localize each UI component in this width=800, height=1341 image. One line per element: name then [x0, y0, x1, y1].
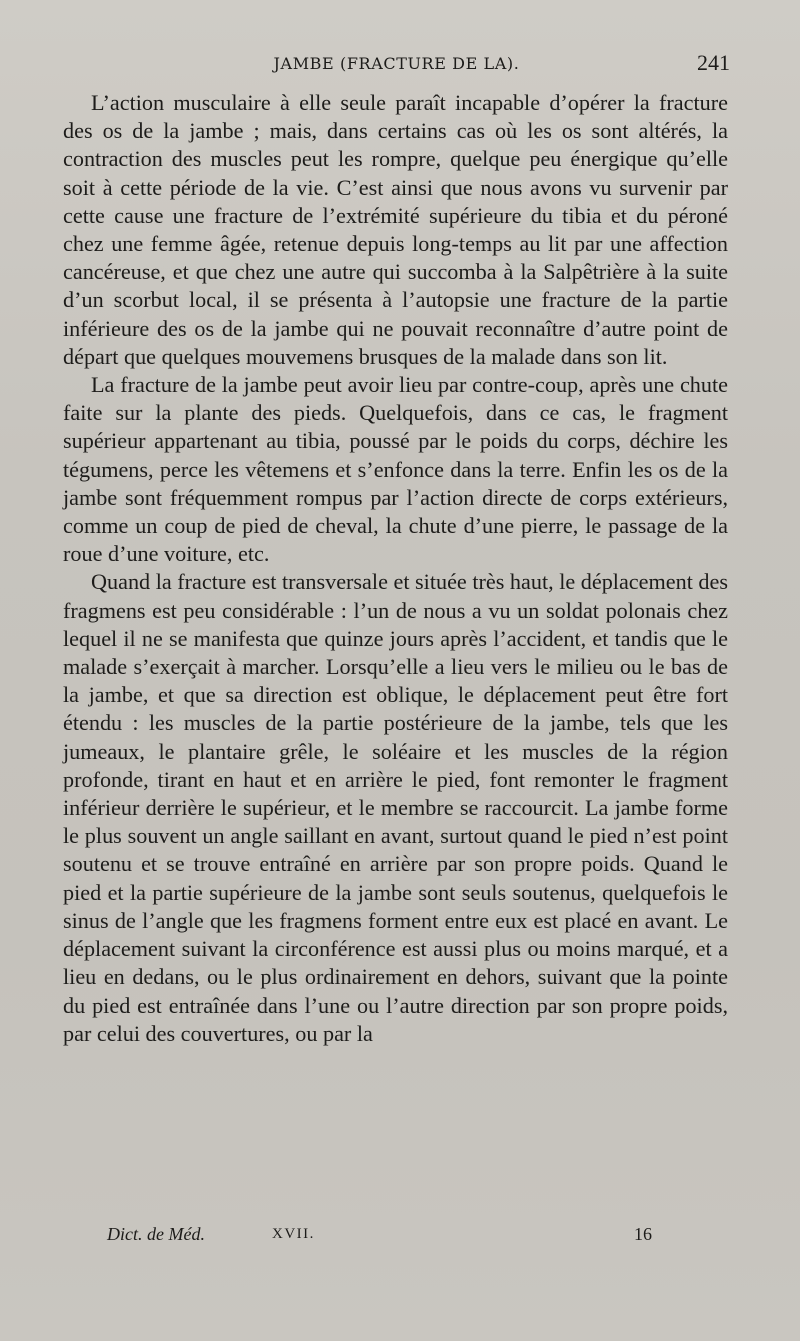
- footer-signature: 16: [634, 1224, 652, 1244]
- footer-volume: XVII.: [272, 1226, 315, 1242]
- paragraph: L’action musculaire à elle seule paraît incapable d’opérer la fracture des os de la jambe ; mais, dans certains cas où les os sont altérés, la contraction des muscles peut les rompre, quelque peu énergique qu’elle soit à cette période de la vie. C’est ainsi que nous avons vu survenir par cette cause une fracture de l’extrémité supérieure du tibia et du péroné chez une femme âgée, retenue depuis long-temps au lit par une affection cancéreuse, et que chez une autre qui succomba à la Salpêtrière à la suite d’un scorbut local, il se présenta à l’autopsie une fracture de la partie inférieure des os de la jambe qui ne pouvait reconnaître d’autre point de départ que quelques mouvemens brusques de la malade dans son lit.: [63, 90, 728, 369]
- page-footer: [63, 1224, 730, 1254]
- paragraph: La fracture de la jambe peut avoir lieu par contre-coup, après une chute faite sur la plante des pieds. Quelquefois, dans ce cas, le fragment supérieur appartenant au tibia, poussé par le poids du corps, déchire les tégumens, perce les vêtemens et s’enfonce dans la terre. Enfin les os de la jambe sont fréquemment rompus par l’action directe de corps extérieurs, comme un coup de pied de cheval, la chute d’une pierre, le passage de la roue d’une voiture, etc.: [63, 372, 728, 567]
- footer-reference: Dict. de Méd.: [107, 1224, 205, 1244]
- paragraph: Quand la fracture est transversale et située très haut, le déplacement des fragmens est peu considérable : l’un de nous a vu un soldat polonais chez lequel il ne se manifesta que quinze jours après l’accident, et tandis que le malade s’exerçait à marcher. Lorsqu’elle a lieu vers le milieu ou le bas de la jambe, et que sa direction est oblique, le déplacement peut être fort étendu : les muscles de la partie postérieure de la jambe, tels que les jumeaux, le plantaire grêle, le soléaire et les muscles de la région profonde, tirant en haut et en arrière le pied, font remonter le fragment inférieur derrière le supérieur, et le membre se raccourcit. La jambe forme le plus souvent un angle saillant en avant, surtout quand le pied n’est point soutenu et se trouve entraîné en arrière par son propre poids. Quand le pied et la partie supérieure de la jambe sont seuls soutenus, quelquefois le sinus de l’angle que les fragmens forment entre eux est placé en avant. Le déplacement suivant la circonférence est aussi plus ou moins marqué, et a lieu en dedans, ou le plus ordinairement en dehors, suivant que la pointe du pied est entraînée dans l’une ou l’autre direction par son propre poids, par celui des couvertures, ou par la: [63, 569, 728, 1046]
- page-header: [63, 50, 730, 86]
- page-number: 241: [697, 50, 730, 75]
- running-title: JAMBE (FRACTURE DE LA).: [273, 54, 520, 73]
- body-text: [63, 89, 728, 1048]
